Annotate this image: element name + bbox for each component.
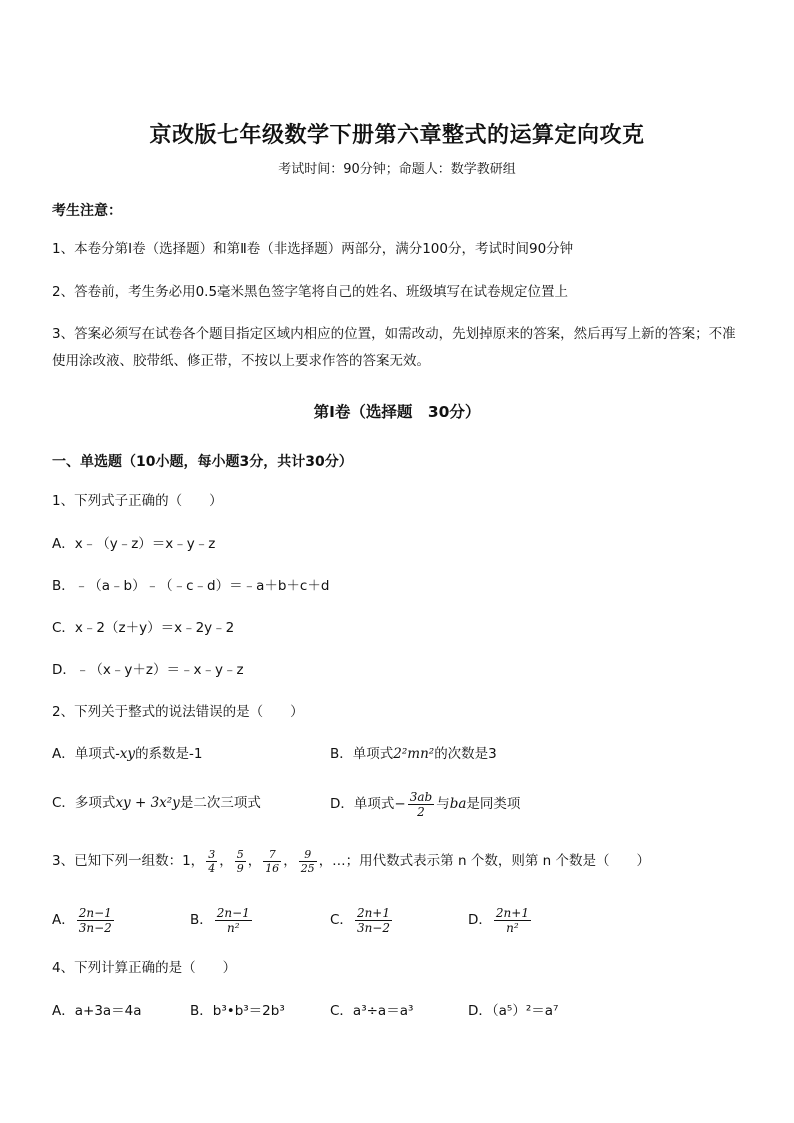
question-2-option-d — [330, 786, 520, 822]
q3-b-den: n² — [227, 920, 240, 935]
notice-item-3: 3、答案必须写在试卷各个题目指定区域内相应的位置，如需改动，先划掉原来的答案，然后再写上新的答案；不准使用涂改液、胶带纸、修正带，不按以上要求作答的答案无效。 — [52, 326, 736, 369]
q2-a-prefix: A．单项式 — [52, 746, 116, 762]
q3-d-fraction — [494, 906, 531, 935]
question-4-stem: 4、下列计算正确的是（ ） — [52, 960, 237, 976]
q2-a-suffix: 的系数是-1 — [135, 746, 203, 762]
q3-seq-fraction-2 — [235, 848, 246, 875]
q2-d-math: ba — [449, 796, 467, 812]
q3-a-fraction — [77, 906, 114, 935]
question-2-option-b — [330, 741, 497, 768]
q2-b-math: 2²mn² — [393, 746, 435, 762]
q3-c-fraction — [355, 906, 392, 935]
q3-b-label: B． — [190, 912, 213, 928]
q3-seq-1-den: 4 — [208, 861, 216, 875]
section-title: 第Ⅰ卷（选择题 30分） — [313, 403, 481, 421]
question-2-stem: 2、下列关于整式的说法错误的是（ ） — [52, 704, 304, 720]
q3-seq-fraction-3 — [263, 848, 281, 875]
q3-c-label: C． — [330, 912, 353, 928]
q2-d-mid: 与 — [436, 796, 450, 812]
part-heading: 一、单选题（10小题，每小题3分，共计30分） — [52, 454, 353, 470]
q2-d-fraction — [408, 790, 434, 819]
question-3-stem: 3、已知下列一组数：1， $\frac{3}{4}$ ， $\frac{5}{9}$ ， $\frac{7}{16}$ ， $\frac{9}{25}$ ，…；用代数式表示第 n 个数，则第 n 个数是（ ） — [52, 847, 650, 875]
question-2-option-a — [52, 741, 203, 768]
question-3-option-a — [52, 900, 116, 940]
q3-a-den: 3n−2 — [78, 920, 112, 935]
q3-d-label: D． — [468, 912, 492, 928]
question-3-option-b — [190, 900, 254, 940]
q3-seq-fraction-1 — [206, 848, 217, 875]
q2-d-numerator: 3ab — [409, 789, 433, 804]
q3-seq-1-num: 3 — [208, 847, 216, 861]
page-title: 京改版七年级数学下册第六章整式的运算定向攻克 — [149, 122, 645, 148]
question-1-option-c: C．x﹣2（z＋y）＝x﹣2y﹣2 — [52, 620, 235, 636]
q2-d-prefix: D．单项式 — [330, 796, 395, 812]
q2-c-math: xy + 3x²y — [115, 795, 180, 811]
q3-a-label: A． — [52, 912, 75, 928]
question-4-option-d: D．（a⁵）²＝a⁷ — [468, 1003, 559, 1019]
q2-a-math: -xy — [115, 746, 136, 762]
notice-item-1: 1、本卷分第Ⅰ卷（选择题）和第Ⅱ卷（非选择题）两部分，满分100分，考试时间90分钟 — [52, 241, 574, 257]
q3-seq-fraction-4 — [299, 848, 317, 875]
q3-d-den: n² — [506, 920, 519, 935]
q2-d-suffix: 是同类项 — [466, 796, 521, 812]
q3-seq-3-num: 7 — [263, 848, 281, 862]
q2-c-prefix: C．多项式 — [52, 795, 116, 811]
q3-seq-2-num: 5 — [236, 847, 244, 861]
q3-seq-4-den: 25 — [300, 861, 315, 875]
question-3-option-c — [330, 900, 394, 940]
q3-d-num: 2n+1 — [495, 905, 529, 920]
q3-seq-4-num: 9 — [299, 848, 317, 862]
question-4-option-b: B．b³•b³＝2b³ — [190, 1003, 285, 1019]
q3-seq-3-den: 16 — [265, 861, 280, 875]
q3-b-num: 2n−1 — [216, 905, 250, 920]
q3-c-den: 3n−2 — [356, 920, 390, 935]
q2-d-denominator: 2 — [417, 804, 425, 819]
question-1-option-a: A．x﹣（y﹣z）＝x﹣y﹣z — [52, 536, 216, 552]
exam-info: 考试时间：90分钟；命题人：数学教研组 — [278, 162, 516, 177]
question-1-option-b: B．﹣（a﹣b）﹣（﹣c﹣d）＝﹣a＋b＋c＋d — [52, 578, 330, 594]
notice-item-2: 2、答卷前，考生务必用0.5毫米黑色签字笔将自己的姓名、班级填写在试卷规定位置上 — [52, 284, 569, 300]
q3-b-fraction — [215, 906, 252, 935]
question-1-option-d: D．﹣（x﹣y＋z）＝﹣x﹣y﹣z — [52, 662, 244, 678]
q3-a-num: 2n−1 — [78, 905, 112, 920]
question-4-option-a: A．a+3a＝4a — [52, 1003, 142, 1019]
q2-b-prefix: B．单项式 — [330, 746, 394, 762]
q2-b-suffix: 的次数是3 — [434, 746, 497, 762]
question-1-stem: 1、下列式子正确的（ ） — [52, 493, 223, 509]
q3-stem-suffix: ，…；用代数式表示第 n 个数，则第 n 个数是（ ） — [318, 853, 650, 869]
q3-c-num: 2n+1 — [356, 905, 390, 920]
q2-c-suffix: 是二次三项式 — [179, 795, 261, 811]
q3-stem-prefix: 3、已知下列一组数：1， — [52, 853, 205, 869]
question-4-option-c: C．a³÷a＝a³ — [330, 1003, 414, 1019]
question-3-option-d — [468, 900, 533, 940]
question-2-option-c — [52, 790, 261, 817]
q2-d-minus: − — [394, 796, 406, 812]
q3-seq-2-den: 9 — [236, 861, 244, 875]
notice-heading: 考生注意： — [52, 203, 122, 219]
